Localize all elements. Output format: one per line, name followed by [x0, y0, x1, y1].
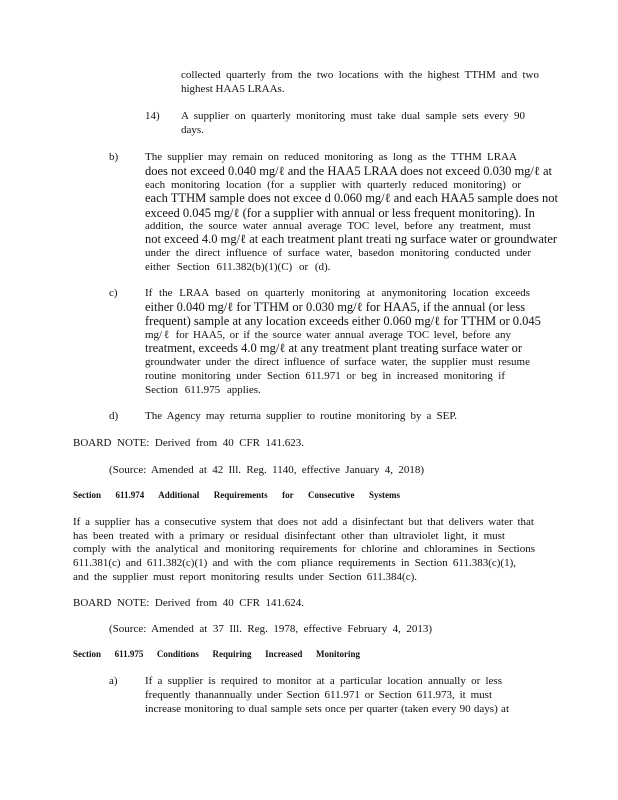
item-b-line-7: not exceed 4.0 mg/ℓ at each treatment plant treati ng surface water or groundwater: [145, 232, 558, 246]
board-note-1: BOARD NOTE: Derived from 40 CFR 141.623.: [73, 437, 304, 449]
item-b-line-5: exceed 0.045 mg/ℓ (for a supplier with annual or less frequent monitoring). In: [145, 206, 535, 220]
item13-line-2: highest HAA5 LRAAs.: [181, 83, 285, 95]
item-14-line-2: days.: [181, 124, 204, 136]
item-c-line-3: frequent) sample at any location exceeds either 0.060 mg/ℓ for TTHM or 0.045: [145, 314, 541, 328]
item-975a-line-2: frequently thanannually under Section 611.971 or Section 611.973, it must: [145, 689, 492, 701]
item-c-line-2: either 0.040 mg/ℓ for TTHM or 0.030 mg/ℓ for HAA5, if the annual (or less: [145, 300, 526, 314]
section-974-line-3: comply with the analytical and monitoring requirements for chlorine and chloramines in Sections: [73, 543, 535, 555]
item-c-line-5: treatment, exceeds 4.0 mg/ℓ at any treatment plant treating surface water or: [145, 341, 523, 355]
item-14-line-1: A supplier on quarterly monitoring must take dual sample sets every 90: [181, 110, 525, 122]
source-note-2: (Source: Amended at 37 Ill. Reg. 1978, effective February 4, 2013): [109, 623, 432, 635]
item-c-line-6: groundwater under the direct influence of surface water, the supplier must resume: [145, 356, 530, 368]
item-c-line-7: routine monitoring under Section 611.971 or beg in increased monitoring if: [145, 370, 505, 382]
item13-line-1: collected quarterly from the two locations with the highest TTHM and two: [181, 69, 539, 81]
item-b-line-1: The supplier may remain on reduced monitoring as long as the TTHM LRAA: [145, 151, 517, 163]
item-14-label: 14): [145, 110, 160, 122]
item-975a-label: a): [109, 675, 118, 687]
item-c-line-1: If the LRAA based on quarterly monitoring at anymonitoring location exceeds: [145, 287, 530, 299]
section-974-line-1: If a supplier has a consecutive system that does not add a disinfectant but that delivers water that: [73, 516, 534, 528]
section-975-heading: Section 611.975 Conditions Requiring Increased Monitoring: [73, 649, 360, 659]
section-974-heading: Section 611.974 Additional Requirements for Consecutive Systems: [73, 490, 400, 500]
item-b-line-4: each TTHM sample does not excee d 0.060 mg/ℓ and each HAA5 sample does not: [145, 191, 558, 205]
section-974-line-2: has been treated with a primary or residual disinfectant other than ultraviolet light, it must: [73, 530, 505, 542]
item-b-line-8: under the direct influence of surface water, basedon monitoring conducted under: [145, 247, 531, 259]
section-974-line-5: and the supplier must report monitoring results under Section 611.384(c).: [73, 571, 417, 583]
item-b-label: b): [109, 151, 119, 163]
source-note-1: (Source: Amended at 42 Ill. Reg. 1140, effective January 4, 2018): [109, 464, 424, 476]
item-b-line-3: each monitoring location (for a supplier with quarterly reduced monitoring) or: [145, 179, 521, 191]
section-974-line-4: 611.381(c) and 611.382(c)(1) and with the com pliance requirements in Section 611.383(c)(1),: [73, 557, 516, 569]
item-c-label: c): [109, 287, 118, 299]
item-b-line-9: either Section 611.382(b)(1)(C) or (d).: [145, 261, 331, 273]
item-975a-line-3: increase monitoring to dual sample sets once per quarter (taken every 90 days) at: [145, 703, 509, 715]
item-b-line-6: addition, the source water annual average TOC level, before any treatment, must: [145, 220, 531, 232]
board-note-2: BOARD NOTE: Derived from 40 CFR 141.624.: [73, 597, 304, 609]
item-d-text: The Agency may returna supplier to routine monitoring by a SEP.: [145, 410, 457, 422]
item-c-line-4: mg/ℓ for HAA5, or if the source water annual average TOC level, before any: [145, 329, 511, 341]
item-b-line-2: does not exceed 0.040 mg/ℓ and the HAA5 LRAA does not exceed 0.030 mg/ℓ at: [145, 164, 553, 178]
item-975a-line-1: If a supplier is required to monitor at a particular location annually or less: [145, 675, 502, 687]
item-d-label: d): [109, 410, 119, 422]
item-c-line-8: Section 611.975 applies.: [145, 384, 261, 396]
